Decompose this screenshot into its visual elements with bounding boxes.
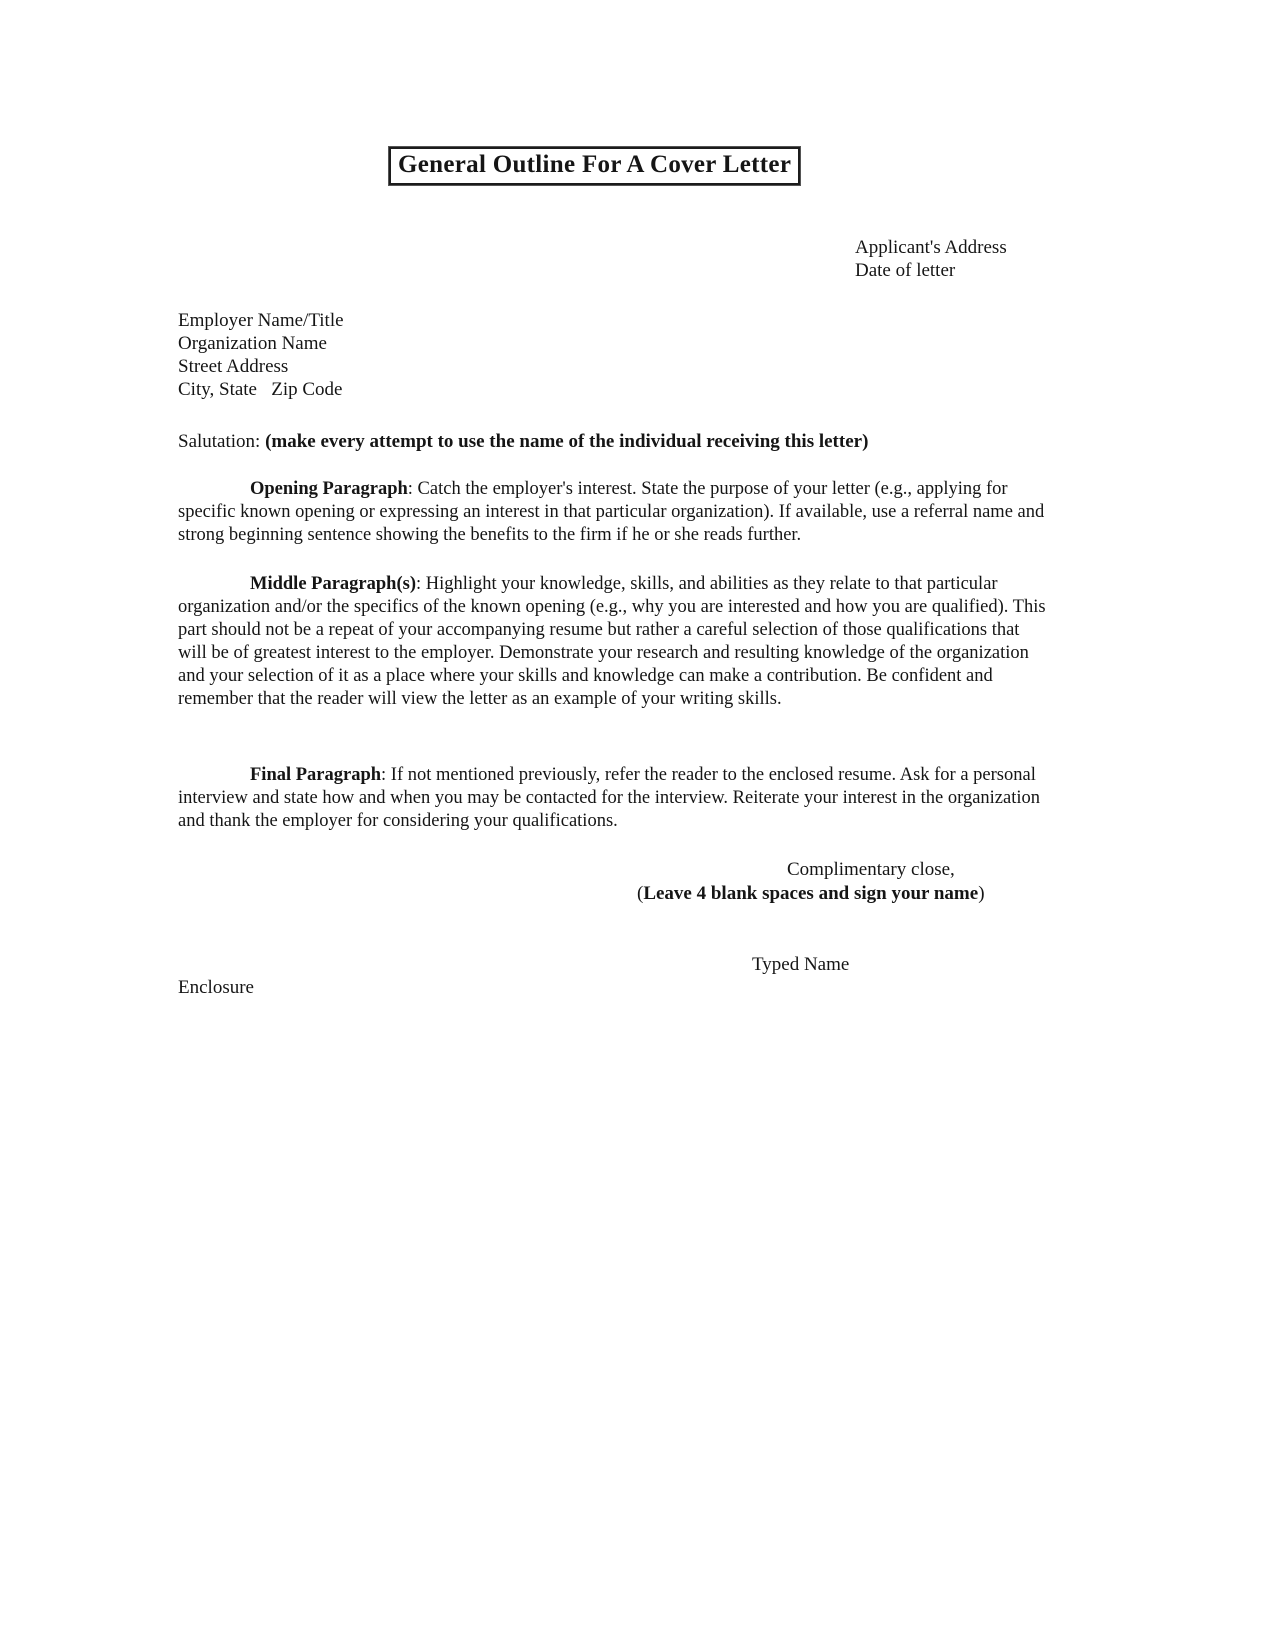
final-paragraph-body: : If not mentioned previously, refer the reader to the enclosed resume. Ask for a personal interview and state how and when you may be contacted for the interview. Reiterate your interest in the organization and thank the employer for considering your qualifications. bbox=[178, 765, 1041, 831]
opening-paragraph-body: : Catch the employer's interest. State the purpose of your letter (e.g., applying for specific known opening or expressing an interest in that particular organization). If available, use a referral name and strong beginning sentence showing the benefits to the firm if he or she reads further. bbox=[178, 479, 1045, 545]
middle-paragraph-heading: Middle Paragraph(s) bbox=[250, 574, 416, 594]
date-of-letter-line: Date of letter bbox=[855, 260, 956, 281]
salutation-line bbox=[178, 430, 1058, 453]
sign-instruction-open-paren: ( bbox=[637, 883, 644, 904]
employer-address-block bbox=[178, 309, 344, 401]
sign-instruction-text: Leave 4 blank spaces and sign your name bbox=[643, 883, 979, 904]
applicant-address-block bbox=[855, 236, 1007, 282]
middle-paragraph bbox=[178, 573, 1046, 711]
final-paragraph bbox=[178, 764, 1046, 833]
middle-paragraph-body: : Highlight your knowledge, skills, and abilities as they relate to that particular organization and/or the specifics of the known opening (e.g., why you are interested and how you are qualified). This part should not be a repeat of your accompanying resume but rather a careful selection of those qualifications that will be of greatest interest to the employer. Demonstrate your research and resulting knowledge of the organization and your selection of it as a place where your skills and knowledge can make a contribution. Be confident and remember that the reader will view the letter as an example of your writing skills. bbox=[178, 574, 1046, 709]
opening-paragraph-heading: Opening Paragraph bbox=[250, 479, 408, 499]
street-address-line: Street Address bbox=[178, 356, 289, 377]
sign-instruction-close-paren: ) bbox=[978, 883, 985, 904]
complimentary-close-line: Complimentary close, bbox=[787, 859, 955, 880]
typed-name-line: Typed Name bbox=[752, 954, 850, 975]
opening-paragraph bbox=[178, 478, 1046, 547]
organization-name-line: Organization Name bbox=[178, 333, 327, 354]
page-title bbox=[389, 147, 800, 185]
salutation-note: (make every attempt to use the name of the individual receiving this letter) bbox=[265, 431, 869, 452]
page-title-text: General Outline For A Cover Letter bbox=[398, 151, 792, 178]
enclosure-line: Enclosure bbox=[178, 977, 254, 998]
sign-instruction-line bbox=[637, 882, 985, 905]
final-paragraph-heading: Final Paragraph bbox=[250, 765, 382, 785]
applicant-address-line: Applicant's Address bbox=[855, 237, 1007, 258]
salutation-label: Salutation: bbox=[178, 431, 266, 452]
city-state-zip-line: City, State Zip Code bbox=[178, 379, 343, 400]
employer-name-line: Employer Name/Title bbox=[178, 310, 344, 331]
